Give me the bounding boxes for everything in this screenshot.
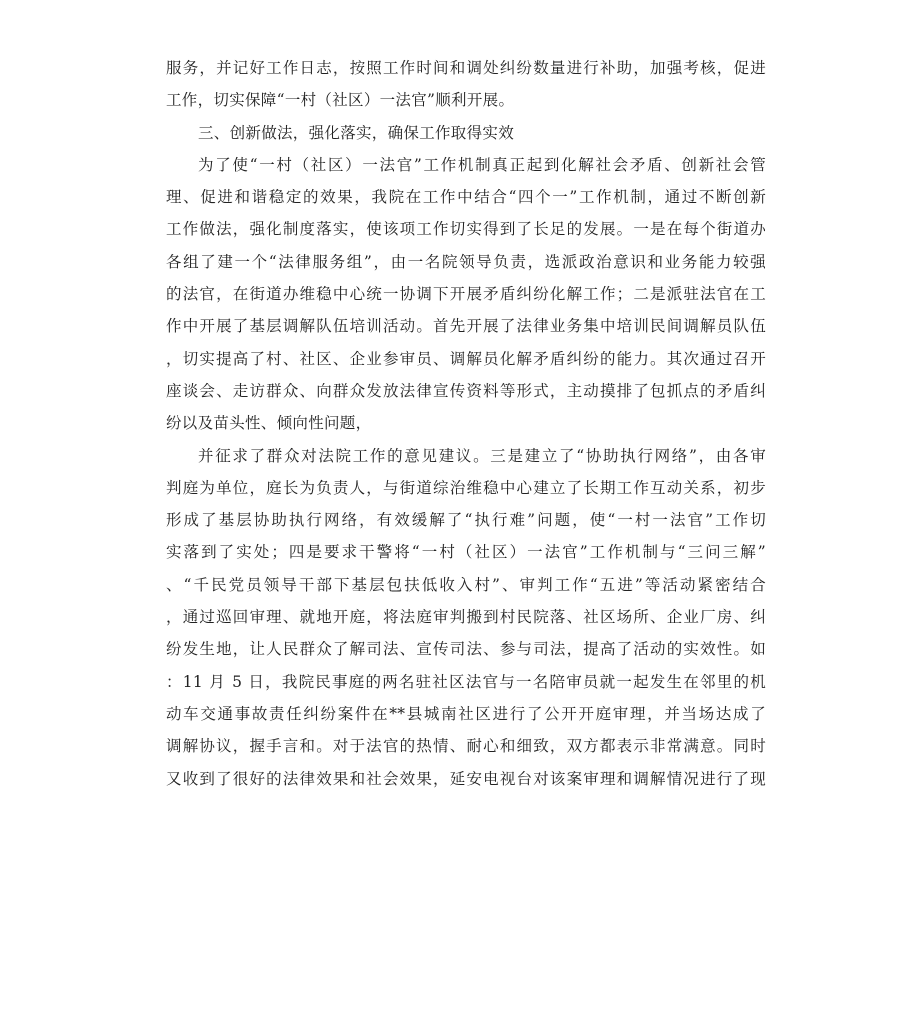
text-line: 动车交通事故责任纠纷案件在**县城南社区进行了公开开庭审理，并当场达成了 bbox=[166, 704, 766, 723]
text-line: ，通过巡回审理、就地开庭，将法庭审判搬到村民院落、社区场所、企业厂房、纠 bbox=[166, 608, 766, 627]
text-line: 的法官，在街道办维稳中心统一协调下开展矛盾纠纷化解工作；二是派驻法官在工 bbox=[166, 285, 766, 304]
text-line: 工作做法，强化制度落实，使该项工作切实得到了长足的发展。一是在每个街道办 bbox=[166, 220, 766, 239]
text-line: 调解协议，握手言和。对于法官的热情、耐心和细致，双方都表示非常满意。同时 bbox=[166, 737, 766, 756]
text-line: 又收到了很好的法律效果和社会效果，延安电视台对该案审理和调解情况进行了现 bbox=[166, 769, 766, 788]
text-line: 判庭为单位，庭长为负责人，与街道综治维稳中心建立了长期工作互动关系，初步 bbox=[166, 478, 766, 497]
text-line: 各组了建一个“法律服务组”，由一名院领导负责，选派政治意识和业务能力较强 bbox=[166, 252, 766, 271]
text-line: 为了使“一村（社区）一法官”工作机制真正起到化解社会矛盾、创新社会管 bbox=[198, 155, 766, 174]
text-line: 、“千民党员领导干部下基层包扶低收入村”、审判工作“五进”等活动紧密结合 bbox=[166, 575, 766, 594]
text-line: 服务，并记好工作日志，按照工作时间和调处纠纷数量进行补助，加强考核，促进 bbox=[166, 59, 766, 77]
body-text bbox=[166, 52, 766, 795]
text-line: 座谈会、走访群众、向群众发放法律宣传资料等形式，主动摸排了包抓点的矛盾纠 bbox=[166, 381, 766, 400]
text-line: 纷发生地，让人民群众了解司法、宣传司法、参与司法，提高了活动的实效性。如 bbox=[166, 640, 766, 659]
text-line: 工作，切实保障“一村（社区）一法官”顺利开展。 bbox=[166, 91, 515, 110]
text-line: 并征求了群众对法院工作的意见建议。三是建立了“协助执行网络”，由各审 bbox=[198, 446, 766, 465]
text-line: ：11 月 5 日，我院民事庭的两名驻社区法官与一名陪审员就一起发生在邻里的机 bbox=[166, 672, 766, 691]
text-line: 作中开展了基层调解队伍培训活动。首先开展了法律业务集中培训民间调解员队伍 bbox=[166, 317, 766, 336]
text-line: ，切实提高了村、社区、企业参审员、调解员化解矛盾纠纷的能力。其次通过召开 bbox=[166, 349, 766, 368]
text-line: 理、促进和谐稳定的效果，我院在工作中结合“四个一”工作机制，通过不断创新 bbox=[166, 188, 766, 207]
text-line: 纷以及苗头性、倾向性问题， bbox=[166, 414, 372, 433]
text-line: 实落到了实处；四是要求干警将“一村（社区）一法官”工作机制与“三问三解” bbox=[166, 543, 766, 562]
text-line: 形成了基层协助执行网络，有效缓解了“执行难”问题，使“一村一法官”工作切 bbox=[166, 511, 766, 530]
section-heading: 三、创新做法，强化落实，确保工作取得实效 bbox=[198, 123, 515, 142]
